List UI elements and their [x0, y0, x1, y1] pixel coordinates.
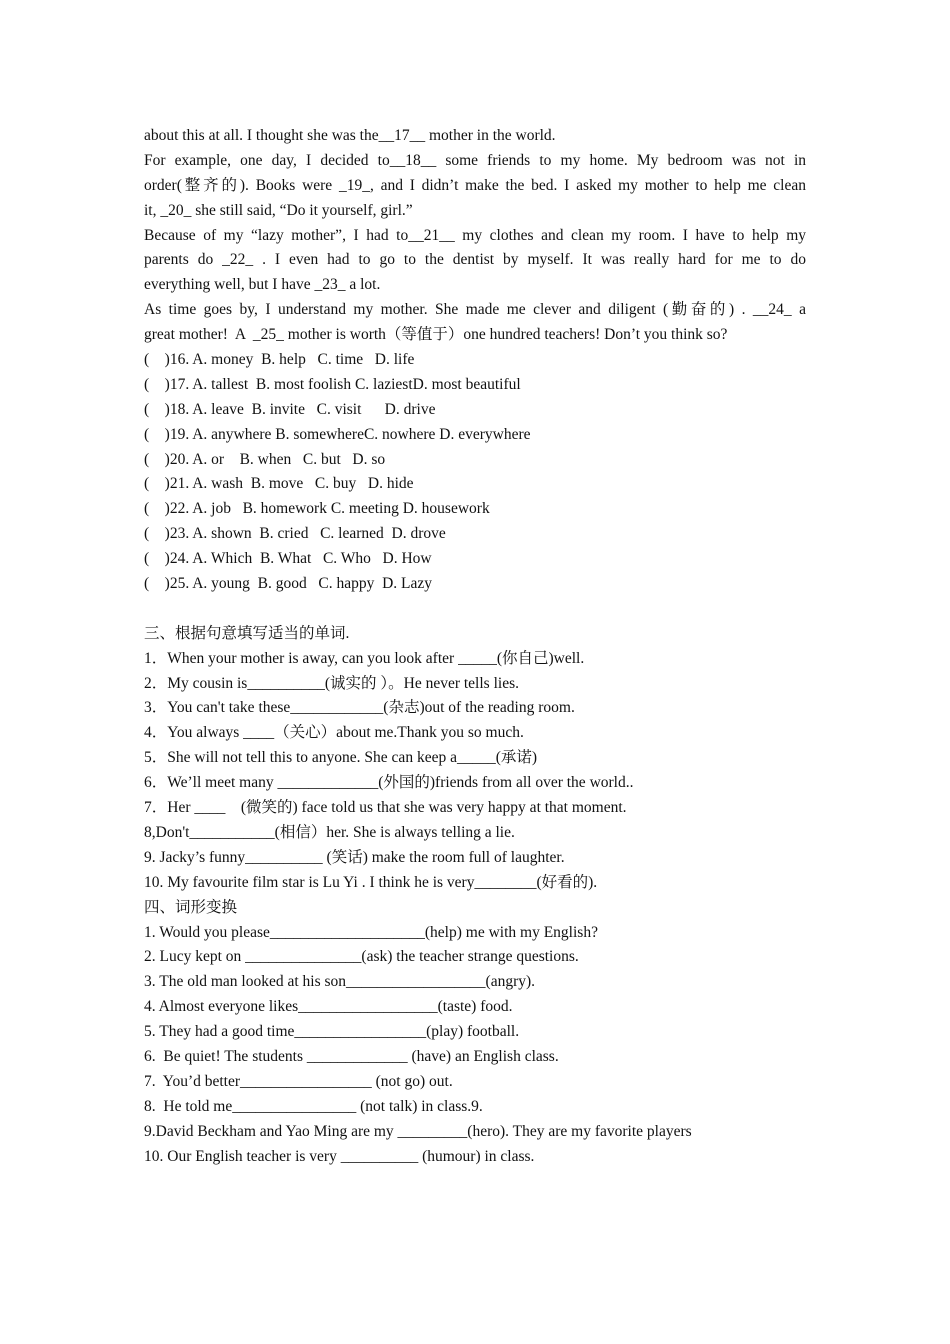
choice-item: ( )25. A. young B. good C. happy D. Lazy [144, 575, 433, 593]
passage-line: parents do _22_ . I even had to go to the dentist by myself. It was really hard for me to do [144, 251, 806, 269]
fill-item: 10. My favourite film star is Lu Yi . I think he is very________(好看的). [144, 873, 598, 891]
choice-item: ( )19. A. anywhere B. somewhereC. nowhere D. everywhere [144, 425, 531, 443]
section-word-forms [144, 896, 806, 1170]
word-form-item: 7. You’d better_________________ (not go) out. [144, 1072, 453, 1090]
passage-line: Because of my “lazy mother”, I had to__21__ my clothes and clean my room. I have to help my [144, 226, 806, 244]
passage-line: As time goes by, I understand my mother. She made me clever and diligent (勤奋的) . __24_ a [144, 301, 806, 319]
choice-item: ( )23. A. shown B. cried C. learned D. drove [144, 525, 446, 543]
word-form-item: 2. Lucy kept on _______________(ask) the teacher strange questions. [144, 948, 579, 966]
word-form-item: 4. Almost everyone likes__________________(taste) food. [144, 998, 513, 1016]
choice-item: ( )24. A. Which B. What C. Who D. How [144, 550, 432, 568]
fill-item: 3．You can't take these____________(杂志)out of the reading room. [144, 699, 575, 717]
word-form-item: 1. Would you please____________________(help) me with my English? [144, 923, 598, 941]
choice-item: ( )17. A. tallest B. most foolish C. laziestD. most beautiful [144, 375, 521, 393]
word-form-item: 3. The old man looked at his son__________________(angry). [144, 973, 536, 991]
choice-item: ( )21. A. wash B. move C. buy D. hide [144, 475, 414, 493]
choice-item: ( )16. A. money B. help C. time D. life [144, 351, 415, 369]
passage-line: great mother! A _25_ mother is worth（等值于）one hundred teachers! Don’t you think so? [144, 326, 728, 344]
word-form-item: 6. Be quiet! The students _____________ (have) an English class. [144, 1047, 559, 1065]
word-form-item: 9.David Beckham and Yao Ming are my _________(hero). They are my favorite players [144, 1122, 692, 1140]
choice-item: ( )18. A. leave B. invite C. visit D. drive [144, 400, 436, 418]
fill-item: 9. Jacky’s funny__________ (笑话) make the room full of laughter. [144, 848, 565, 866]
fill-item: 2．My cousin is__________(诚实的 ）。He never tells lies. [144, 674, 519, 692]
fill-item: 7．Her ____ (微笑的) face told us that she was very happy at that moment. [144, 799, 627, 817]
fill-item: 8,Don't___________(相信）her. She is always telling a lie. [144, 823, 515, 841]
passage-line: about this at all. I thought she was the__17__ mother in the world. [144, 127, 556, 144]
choice-item: ( )22. A. job B. homework C. meeting D. housework [144, 500, 490, 518]
fill-item: 4．You always ____（关心）about me.Thank you so much. [144, 724, 524, 742]
passage-line: everything well, but I have _23_ a lot. [144, 276, 381, 294]
section-heading: 三、根据句意填写适当的单词. [144, 624, 350, 642]
section-heading: 四、词形变换 [144, 898, 238, 916]
multiple-choice-list [144, 348, 806, 597]
section-fill-words [144, 622, 806, 896]
fill-item: 6．We’ll meet many _____________(外国的)friends from all over the world.. [144, 774, 634, 792]
fill-item: 5．She will not tell this to anyone. She can keep a_____(承诺) [144, 749, 538, 767]
reading-passage [144, 124, 806, 348]
passage-line: For example, one day, I decided to__18__ some friends to my home. My bedroom was not in [144, 151, 806, 169]
passage-line: order(整齐的). Books were _19_, and I didn’t make the bed. I asked my mother to help me clean [144, 176, 806, 194]
passage-line: it, _20_ she still said, “Do it yourself, girl.” [144, 201, 413, 219]
word-form-item: 10. Our English teacher is very __________ (humour) in class. [144, 1147, 535, 1165]
section-spacer [144, 597, 806, 622]
worksheet-page [144, 124, 806, 1169]
fill-item: 1．When your mother is away, can you look after _____(你自己)well. [144, 649, 585, 667]
word-form-item: 5. They had a good time_________________(play) football. [144, 1023, 520, 1041]
choice-item: ( )20. A. or B. when C. but D. so [144, 450, 386, 468]
word-form-item: 8. He told me________________ (not talk) in class.9. [144, 1097, 483, 1115]
